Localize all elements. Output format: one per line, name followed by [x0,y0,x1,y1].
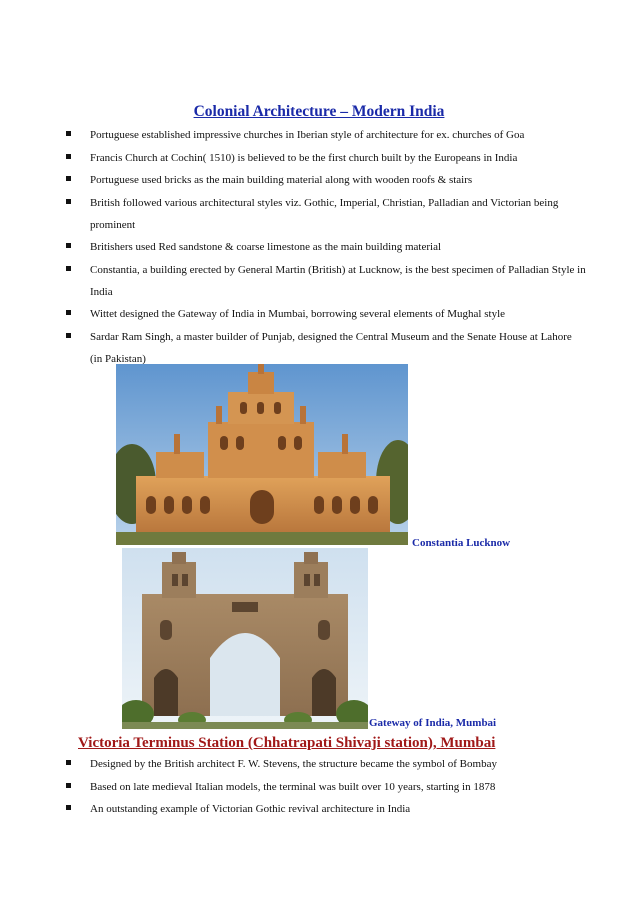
list-item-text: Portuguese established impressive churches in Iberian style of architecture for ex. churches of Goa [90,129,525,141]
square-bullet-icon [66,805,71,810]
list-item [66,259,586,303]
square-bullet-icon [66,154,71,159]
gateway-of-india-image [122,548,368,729]
list-item [66,798,586,820]
square-bullet-icon [66,176,71,181]
list-item-text: Francis Church at Cochin( 1510) is believed to be the first church built by the Europeans in India [90,151,518,164]
list-item-text: An outstanding example of Victorian Gothic revival architecture in India [90,803,411,815]
list-item-text: Based on late medieval Italian models, the terminal was built over 10 years, starting in 1878 [90,780,496,793]
list-item [66,753,586,775]
list-item [66,236,586,258]
square-bullet-icon [66,783,71,788]
list-item-text: Constantia, a building erected by General Martin (British) at Lucknow, is the best specimen of Palladian Style in India [90,263,586,298]
list-item [66,124,586,146]
square-bullet-icon [66,199,71,204]
bullet-list [66,124,586,370]
bullet-list-victoria [66,753,586,821]
list-item [66,169,586,191]
list-item [66,303,586,325]
square-bullet-icon [66,243,71,248]
list-item [66,776,586,798]
gateway-photo [122,548,368,729]
section-heading: Victoria Terminus Station (Chhatrapati Shivaji station), Mumbai [78,735,496,751]
square-bullet-icon [66,131,71,136]
square-bullet-icon [66,310,71,315]
constantia-caption: Constantia Lucknow [412,537,511,549]
gateway-caption: Gateway of India, Mumbai [369,717,497,729]
list-item-text: Wittet designed the Gateway of India in Mumbai, borrowing several elements of Mughal style [90,308,506,320]
list-item [66,326,586,370]
square-bullet-icon [66,760,71,765]
list-item-text: Designed by the British architect F. W. Stevens, the structure became the symbol of Bombay [90,758,497,770]
square-bullet-icon [66,333,71,338]
square-bullet-icon [66,266,71,271]
list-item-text: British followed various architectural styles viz. Gothic, Imperial, Christian, Palladian and Victorian being prominent [90,196,559,231]
list-item [66,147,586,169]
list-item [66,192,586,236]
constantia-building-image [116,364,408,545]
page-title: Colonial Architecture – Modern India [193,103,445,120]
list-item-text: Portuguese used bricks as the main building material along with wooden roofs & stairs [90,174,473,186]
list-item-text: Britishers used Red sandstone & coarse limestone as the main building material [90,241,442,253]
list-item-text: Sardar Ram Singh, a master builder of Punjab, designed the Central Museum and the Senate House at Lahore (in Pakistan) [90,330,572,365]
constantia-photo [116,364,408,545]
